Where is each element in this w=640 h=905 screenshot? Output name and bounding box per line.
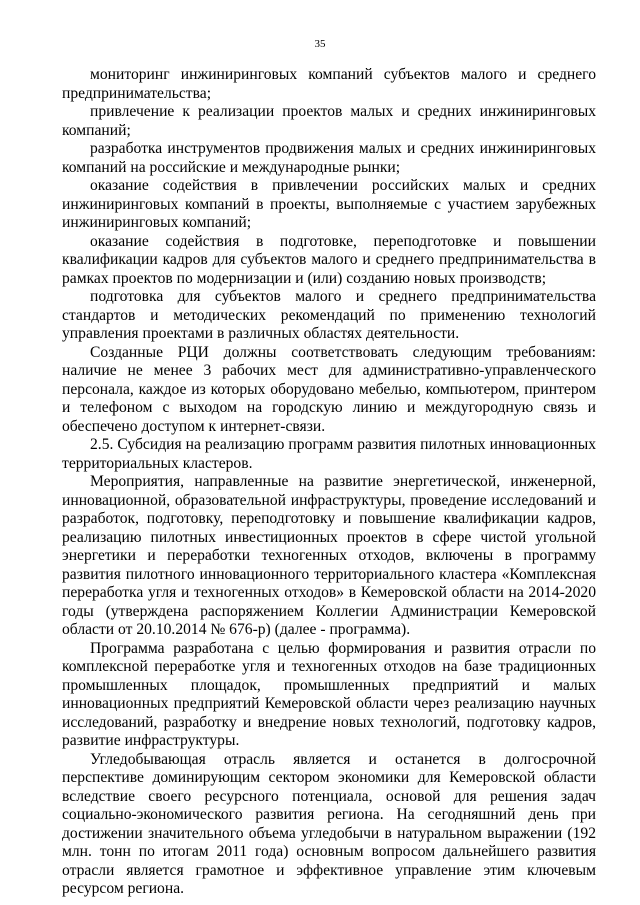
paragraph: Созданные РЦИ должны соответствовать следующим требованиям: наличие не менее 3 рабочих мест для административно-управленческого персонала, каждое из которых оборудовано мебелью, компьютером, принтером и телефоном с выходом на городскую линию и междугородную связь и обеспечено доступом к интернет-связи.	[62, 343, 596, 435]
paragraph: разработка инструментов продвижения малых и средних инжиниринговых компаний на российские и международные рынки;	[62, 140, 596, 176]
paragraph: привлечение к реализации проектов малых и средних инжиниринговых компаний;	[62, 103, 596, 139]
paragraph: мониторинг инжиниринговых компаний субъектов малого и среднего предпринимательства;	[62, 66, 596, 102]
page-number: 35	[314, 38, 326, 50]
paragraph: Программа разработана с целью формирования и развития отрасли по комплексной переработке угля и техногенных отходов на базе традиционных промышленных площадок, промышленных предприятий и малых инновационных предприятий Кемеровской области через реализацию научных исследований, разработку и внедрение новых технологий, подготовку кадров, развитие инфраструктуры.	[62, 639, 596, 749]
paragraph: оказание содействия в подготовке, переподготовке и повышении квалификации кадров для субъектов малого и среднего предпринимательства в рамках проектов по модернизации и (или) созданию новых производств;	[62, 232, 596, 287]
paragraph: Угледобывающая отрасль является и останется в долгосрочной перспективе доминирующим сектором экономики для Кемеровской области вследствие своего ресурсного потенциала, основой для решения задач социально-экономического развития региона. На сегодняшний день при достижении значительного объема угледобычи в натуральном выражении (192 млн. тонн по итогам 2011 года) основным вопросом дальнейшего развития отрасли является грамотное и эффективное управление этим ключевым ресурсом региона.	[62, 750, 596, 897]
paragraph: Мероприятия, направленные на развитие энергетической, инженерной, инновационной, образовательной инфраструктуры, проведение исследований и разработок, подготовку, переподготовку и повышение квалификации кадров, реализацию пилотных инвестиционных проектов в сфере чистой угольной энергетики и переработки техногенных отходов, включены в программу развития пилотного инновационного территориального кластера «Комплексная переработка угля и техногенных отходов» в Кемеровской области на 2014-2020 годы (утверждена распоряжением Коллегии Администрации Кемеровской области от 20.10.2014 № 676-р) (далее - программа).	[62, 473, 596, 638]
section-heading-paragraph: 2.5. Субсидия на реализацию программ развития пилотных инновационных территориальных кластеров.	[62, 436, 596, 472]
paragraph: оказание содействия в привлечении российских малых и средних инжиниринговых компаний в проекты, выполняемые с участием зарубежных инжиниринговых компаний;	[62, 177, 596, 231]
paragraph: подготовка для субъектов малого и среднего предпринимательства стандартов и методических рекомендаций по применению технологий управления проектами в различных областях деятельности.	[62, 288, 596, 342]
document-body	[62, 66, 596, 899]
